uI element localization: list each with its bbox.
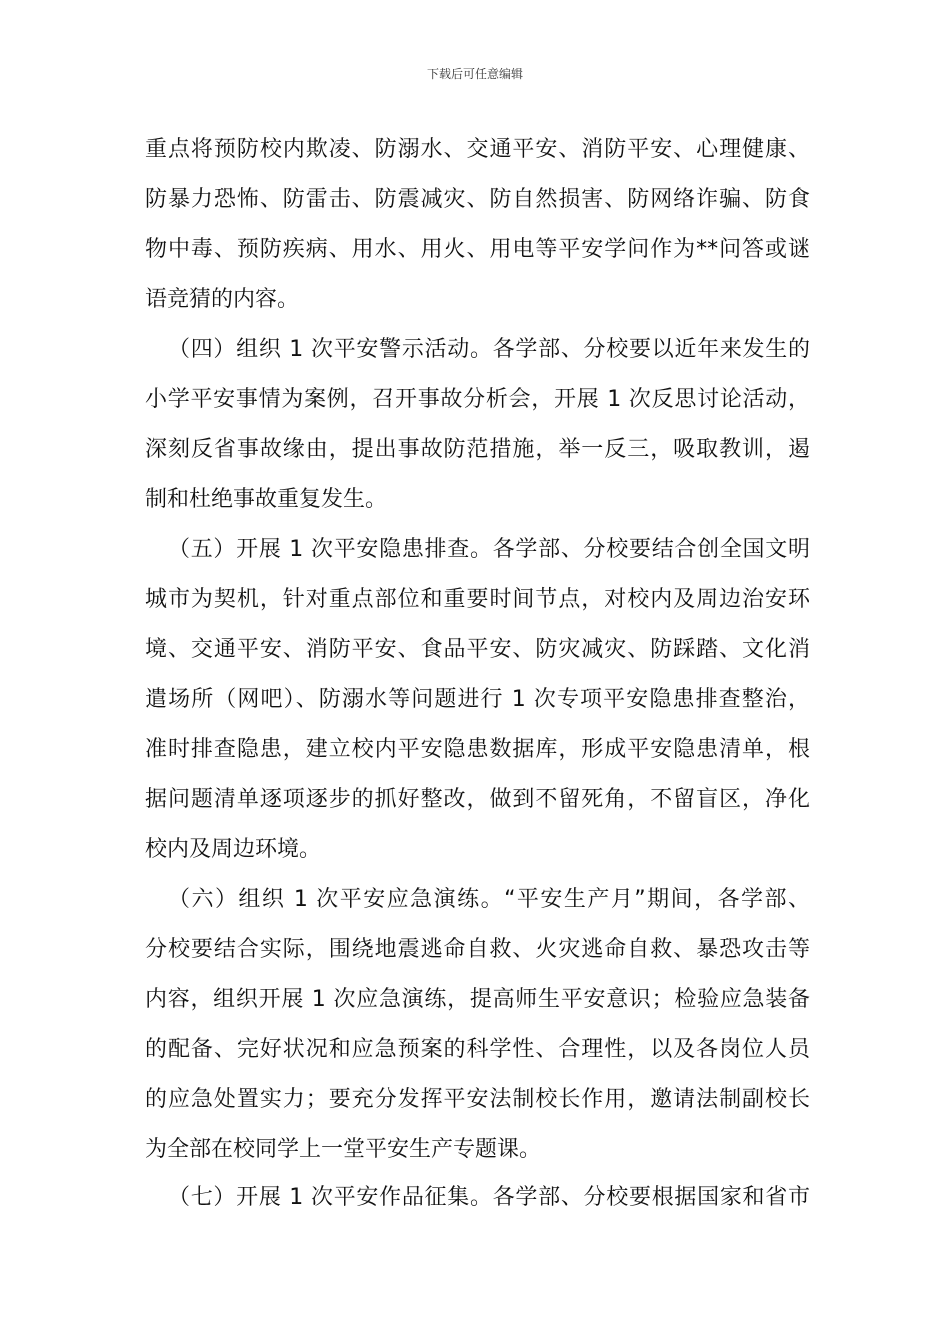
text-line: 为全部在校同学上一堂平安生产专题课。 <box>145 1137 542 1162</box>
text-line: 防暴力恐怖、防雷击、防震减灾、防自然损害、防网络诈骗、防食 <box>145 187 810 212</box>
text-line: 遣场所（网吧）、防溺水等问题进行 1 次专项平安隐患排查整治， <box>145 687 810 712</box>
text-line: 内容，组织开展 1 次应急演练，提高师生平安意识；检验应急装备 <box>145 987 810 1012</box>
paragraph-start-line: （七）开展 1 次平安作品征集。各学部、分校要根据国家和省市 <box>168 1185 810 1210</box>
paragraph-start-line: （六）组织 1 次平安应急演练。“平安生产月”期间，各学部、 <box>168 887 810 912</box>
paragraph-start-line: （五）开展 1 次平安隐患排查。各学部、分校要结合创全国文明 <box>168 537 810 562</box>
text-line: 的应急处置实力；要充分发挥平安法制校长作用，邀请法制副校长 <box>145 1087 810 1112</box>
text-line: 据问题清单逐项逐步的抓好整改，做到不留死角，不留盲区，净化 <box>145 787 810 812</box>
text-line: 小学平安事情为案例，召开事故分析会，开展 1 次反思讨论活动， <box>145 387 810 412</box>
text-line: 物中毒、预防疾病、用水、用火、用电等平安学问作为**问答或谜 <box>145 237 810 262</box>
page-header: 下载后可任意编辑 <box>426 67 523 81</box>
text-line: 校内及周边环境。 <box>145 837 322 862</box>
text-line: 重点将预防校内欺凌、防溺水、交通平安、消防平安、心理健康、 <box>145 137 810 162</box>
text-line: 深刻反省事故缘由，提出事故防范措施，举一反三，吸取教训，遏 <box>145 437 810 462</box>
text-line: 语竞猜的内容。 <box>145 287 300 312</box>
text-line: 准时排查隐患，建立校内平安隐患数据库，形成平安隐患清单，根 <box>145 737 810 762</box>
text-line: 的配备、完好状况和应急预案的科学性、合理性，以及各岗位人员 <box>145 1037 810 1062</box>
text-line: 境、交通平安、消防平安、食品平安、防灾减灾、防踩踏、文化消 <box>145 637 810 662</box>
paragraph-start-line: （四）组织 1 次平安警示活动。各学部、分校要以近年来发生的 <box>168 337 810 362</box>
text-line: 制和杜绝事故重复发生。 <box>145 487 388 512</box>
text-line: 分校要结合实际，围绕地震逃命自救、火灾逃命自救、暴恐攻击等 <box>145 937 810 962</box>
text-line: 城市为契机，针对重点部位和重要时间节点，对校内及周边治安环 <box>145 587 810 612</box>
